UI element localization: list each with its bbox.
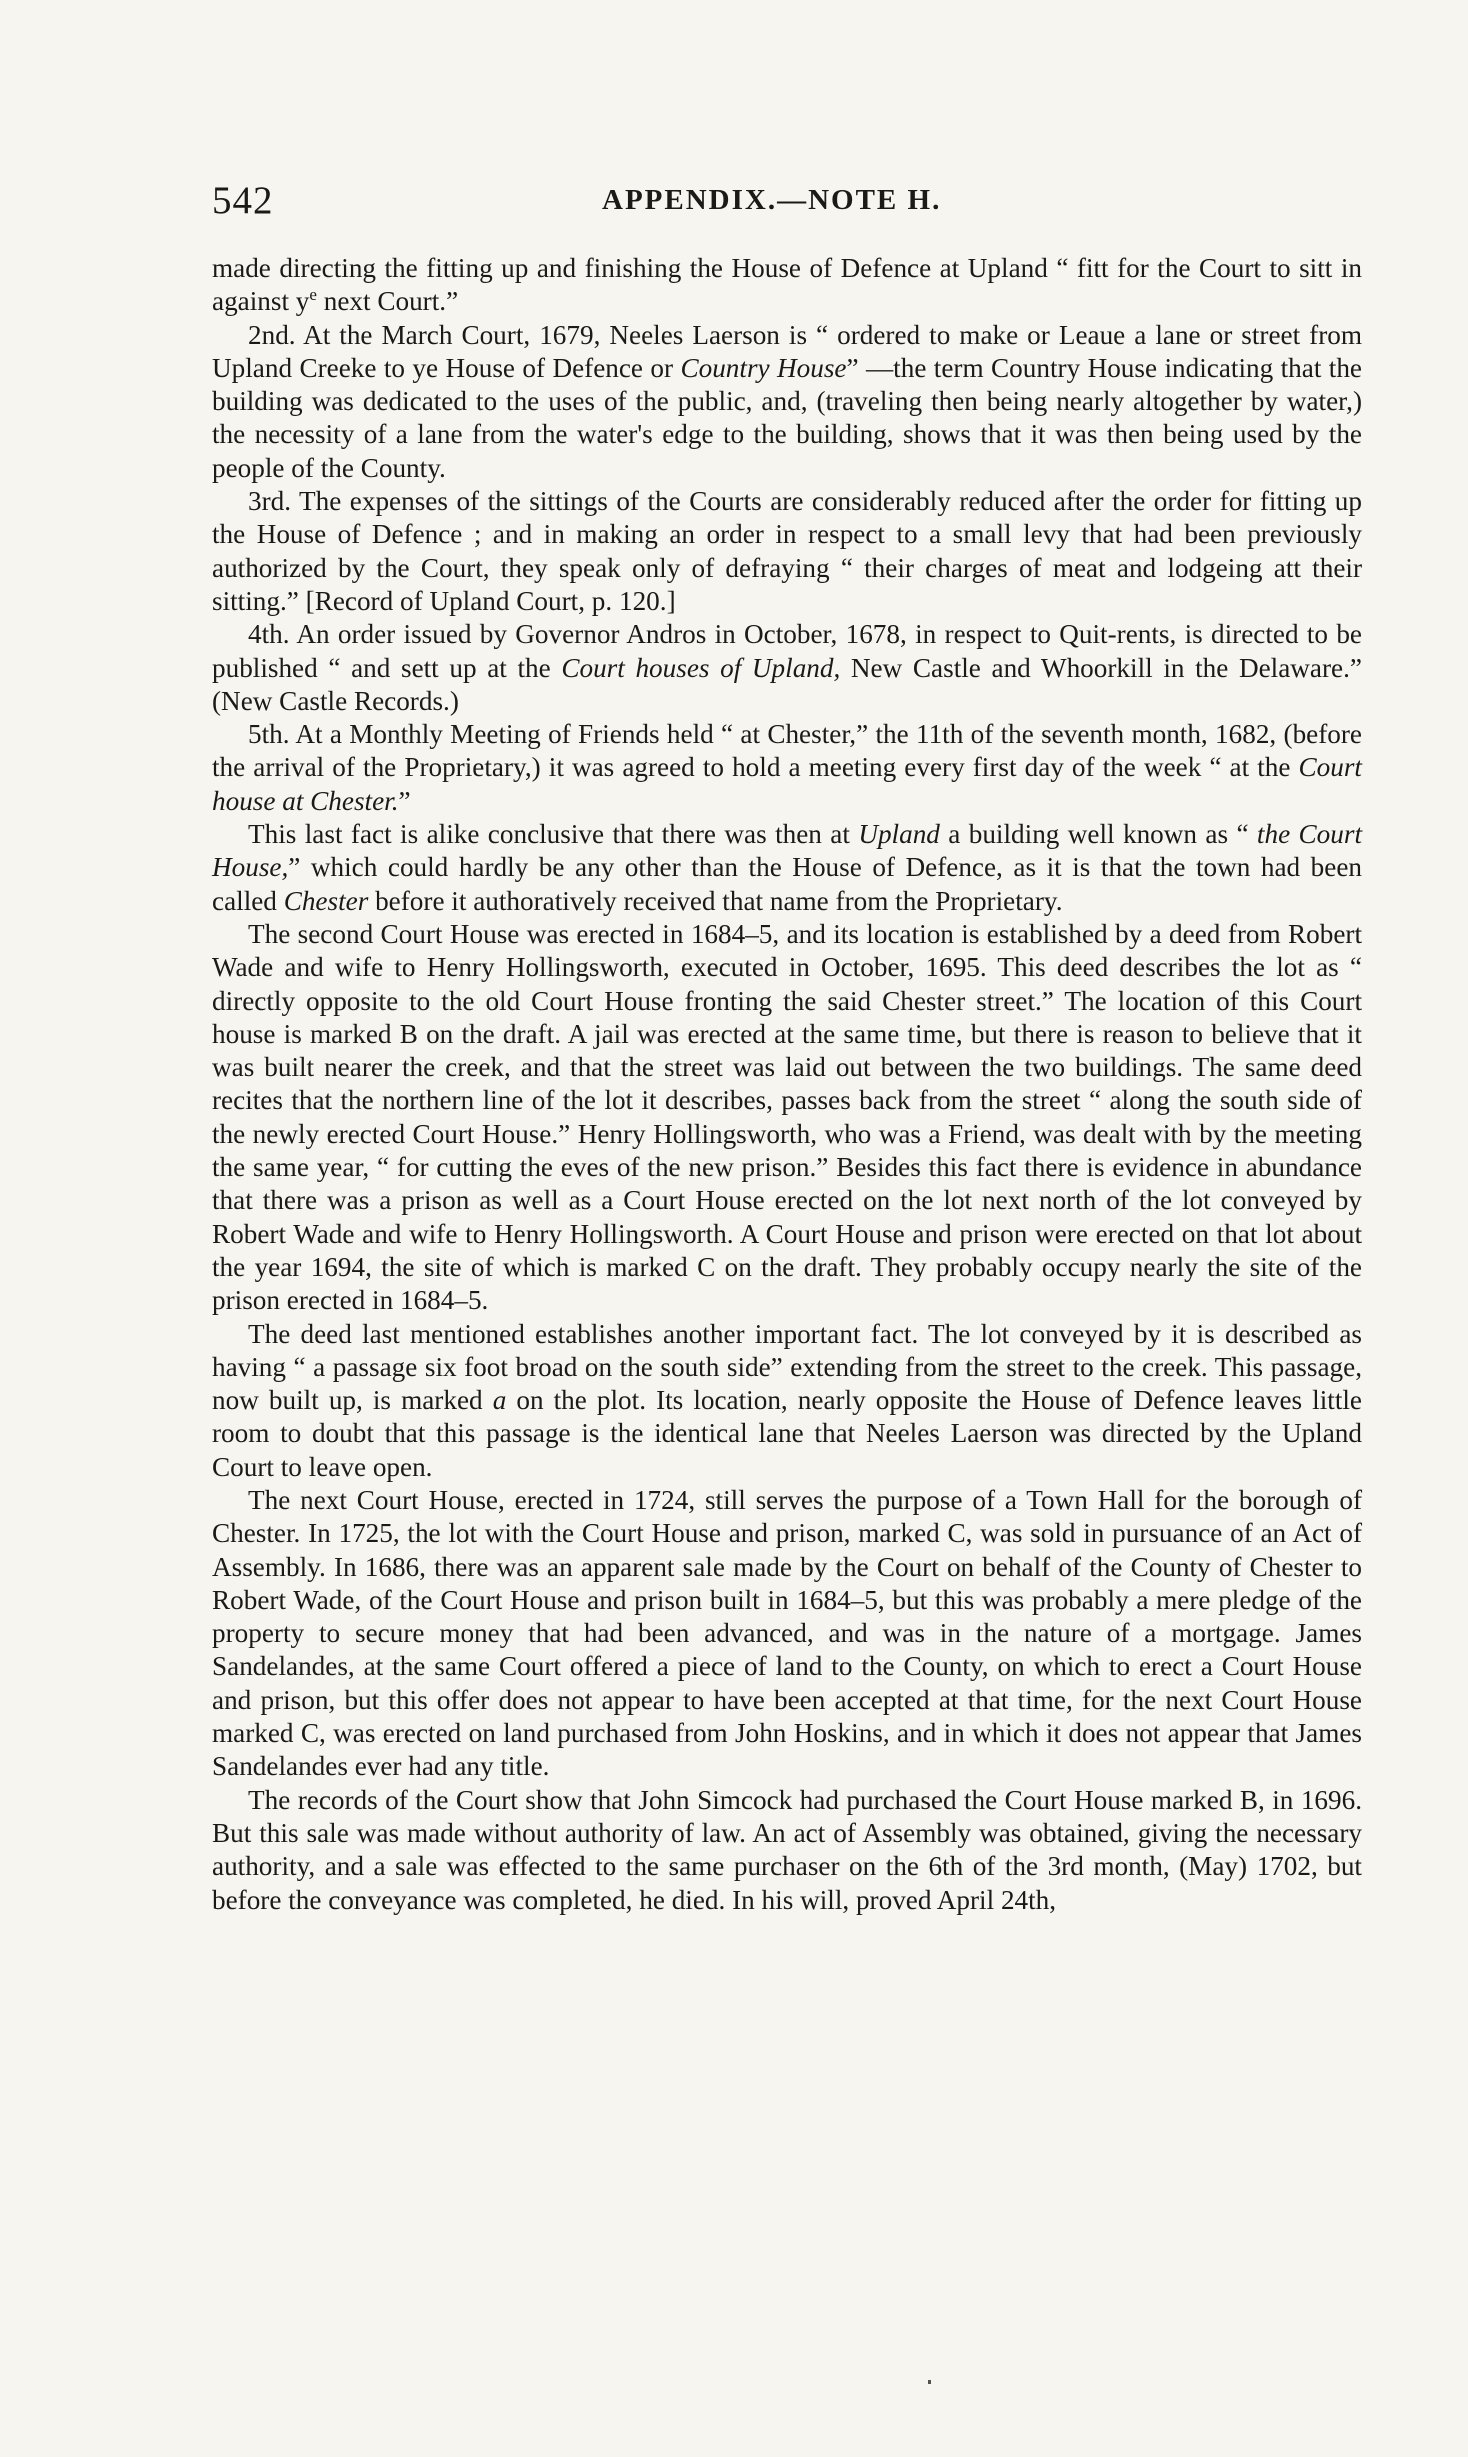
text-run: The deed last mentioned establishes another important fact. The lot conveyed by it is described as having “ a passage six foot broad on the south side” extending from the street to the creek. This passage, now built up, is marked (212, 1318, 1362, 1416)
text-run: a building well known as “ (939, 819, 1257, 850)
text-run: The records of the Court show that John Simcock had purchased the Court House marked B, in 1696. But this sale was made without authority of law. An act of Assembly was obtained, giving the necessary authority, and a sale was effected to the same purchaser on the 6th of the 3rd month, (May) 1702, but before the conveyance was completed, he died. In his will, proved April 24th, (212, 1784, 1362, 1915)
italic-text: Court houses of Upland, (561, 652, 841, 683)
running-head: APPENDIX.—NOTE H. (602, 184, 942, 216)
paragraph (212, 1484, 1362, 1784)
text-run: The second Court House was erected in 1684–5, and its location is established by a deed from Robert Wade and wife to Henry Hollingsworth, executed in October, 1695. This deed describes the lot as “ directly opposite to the old Court House fronting the said Chester street.” The location of this Court house is marked B on the draft. A jail was erected at the same time, but there is reason to believe that it was built nearer the creek, and that the street was laid out between the two buildings. The same deed recites that the northern line of the lot it describes, passes back from the street “ along the south side of the newly erected Court House.” Henry Hollingsworth, who was a Friend, was dealt with by the meeting the same year, “ for cutting the eves of the new prison.” Besides this fact there is evidence in abundance that there was a prison as well as a Court House erected on the lot next north of the lot conveyed by Robert Wade and wife to Henry Hollingsworth. A Court House and prison were erected on that lot about the year 1694, the site of which is marked C on the draft. They probably occupy nearly the site of the prison erected in 1684–5. (212, 918, 1362, 1316)
paragraph (212, 918, 1362, 1318)
paragraph (212, 252, 1362, 319)
paragraph (212, 618, 1362, 718)
text-run: The next Court House, erected in 1724, still serves the purpose of a Town Hall for the borough of Chester. In 1725, the lot with the Court House and prison, marked C, was sold in pursuance of an Act of Assembly. In 1686, there was an apparent sale made by the Court on behalf of the County of Chester to Robert Wade, of the Court House and prison built in 1684–5, but this was probably a mere pledge of the property to secure money that had been advanced, and was in the nature of a mortgage. James Sandelandes, at the same Court offered a piece of land to the County, on which to erect a Court House and prison, but this offer does not appear to have been accepted at that time, for the next Court House marked C, was erected on land purchased from John Hoskins, and in which it does not appear that James Sandelandes ever had any title. (212, 1484, 1362, 1782)
italic-text: Upland (858, 819, 940, 850)
paragraph (212, 718, 1362, 818)
text-run: before it authoratively received that name from the Proprietary. (368, 885, 1063, 916)
text-run: ” —the term Country House indicating that the building was dedicated to the uses of the public, and, (traveling then being nearly altogether by water,) the necessity of a lane from the water's edge to the building, shows that it was then being used by the people of the County. (212, 352, 1363, 483)
body-text (212, 252, 1362, 1917)
text-run: on the plot. Its location, nearly opposite the House of Defence leaves little room to doubt that this passage is the identical lane that Neeles Laerson was directed by the Upland Court to leave open. (212, 1385, 1362, 1482)
text-run: ” which could hardly be any other than the House of Defence, as it is that the town had been called (212, 852, 1362, 916)
italic-text: the Court House, (212, 819, 1362, 883)
page-number: 542 (212, 179, 274, 222)
page-header (212, 178, 1362, 226)
text-run: ” (398, 785, 411, 816)
text-run: next Court.” (316, 286, 459, 317)
italic-text: a (492, 1385, 507, 1416)
paragraph (212, 818, 1362, 918)
text-run: This last fact is alike conclusive that there was then at (248, 819, 859, 850)
paragraph (212, 319, 1362, 485)
paragraph (212, 1784, 1362, 1917)
text-run: 5th. At a Monthly Meeting of Friends held “ at Chester,” the 11th of the seventh month, 1682, (before the arrival of the Proprietary,) it was agreed to hold a meeting every first day of the week “ at the (212, 719, 1362, 783)
superscript-text: e (309, 285, 317, 305)
italic-text: Court house at Chester. (212, 752, 1362, 816)
text-run: made directing the fitting up and finishing the House of Defence at Upland “ fitt for the Court to sitt in against y (212, 253, 1362, 317)
text-run: New Castle and Whoorkill in the Delaware.” (New Castle Records.) (212, 652, 1362, 716)
paragraph (212, 485, 1362, 618)
text-run: 3rd. The expenses of the sittings of the Courts are considerably reduced after the order for fitting up the House of Defence ; and in making an order in respect to a small levy that had been previously authorized by the Court, they speak only of defraying “ their charges of meat and lodgeing att their sitting.” [Record of Upland Court, p. 120.] (212, 486, 1362, 616)
text-run: 4th. An order issued by Governor Andros in October, 1678, in respect to Quit-rents, is directed to be published “ and sett up at the (212, 619, 1362, 683)
text-run: 2nd. At the March Court, 1679, Neeles Laerson is “ ordered to make or Leaue a lane or street from Upland Creeke to ye House of Defence or (212, 319, 1362, 383)
italic-text: Country House (680, 352, 847, 383)
italic-text: Chester (283, 885, 369, 916)
paragraph (212, 1318, 1362, 1484)
stray-ink-mark (928, 2380, 931, 2384)
